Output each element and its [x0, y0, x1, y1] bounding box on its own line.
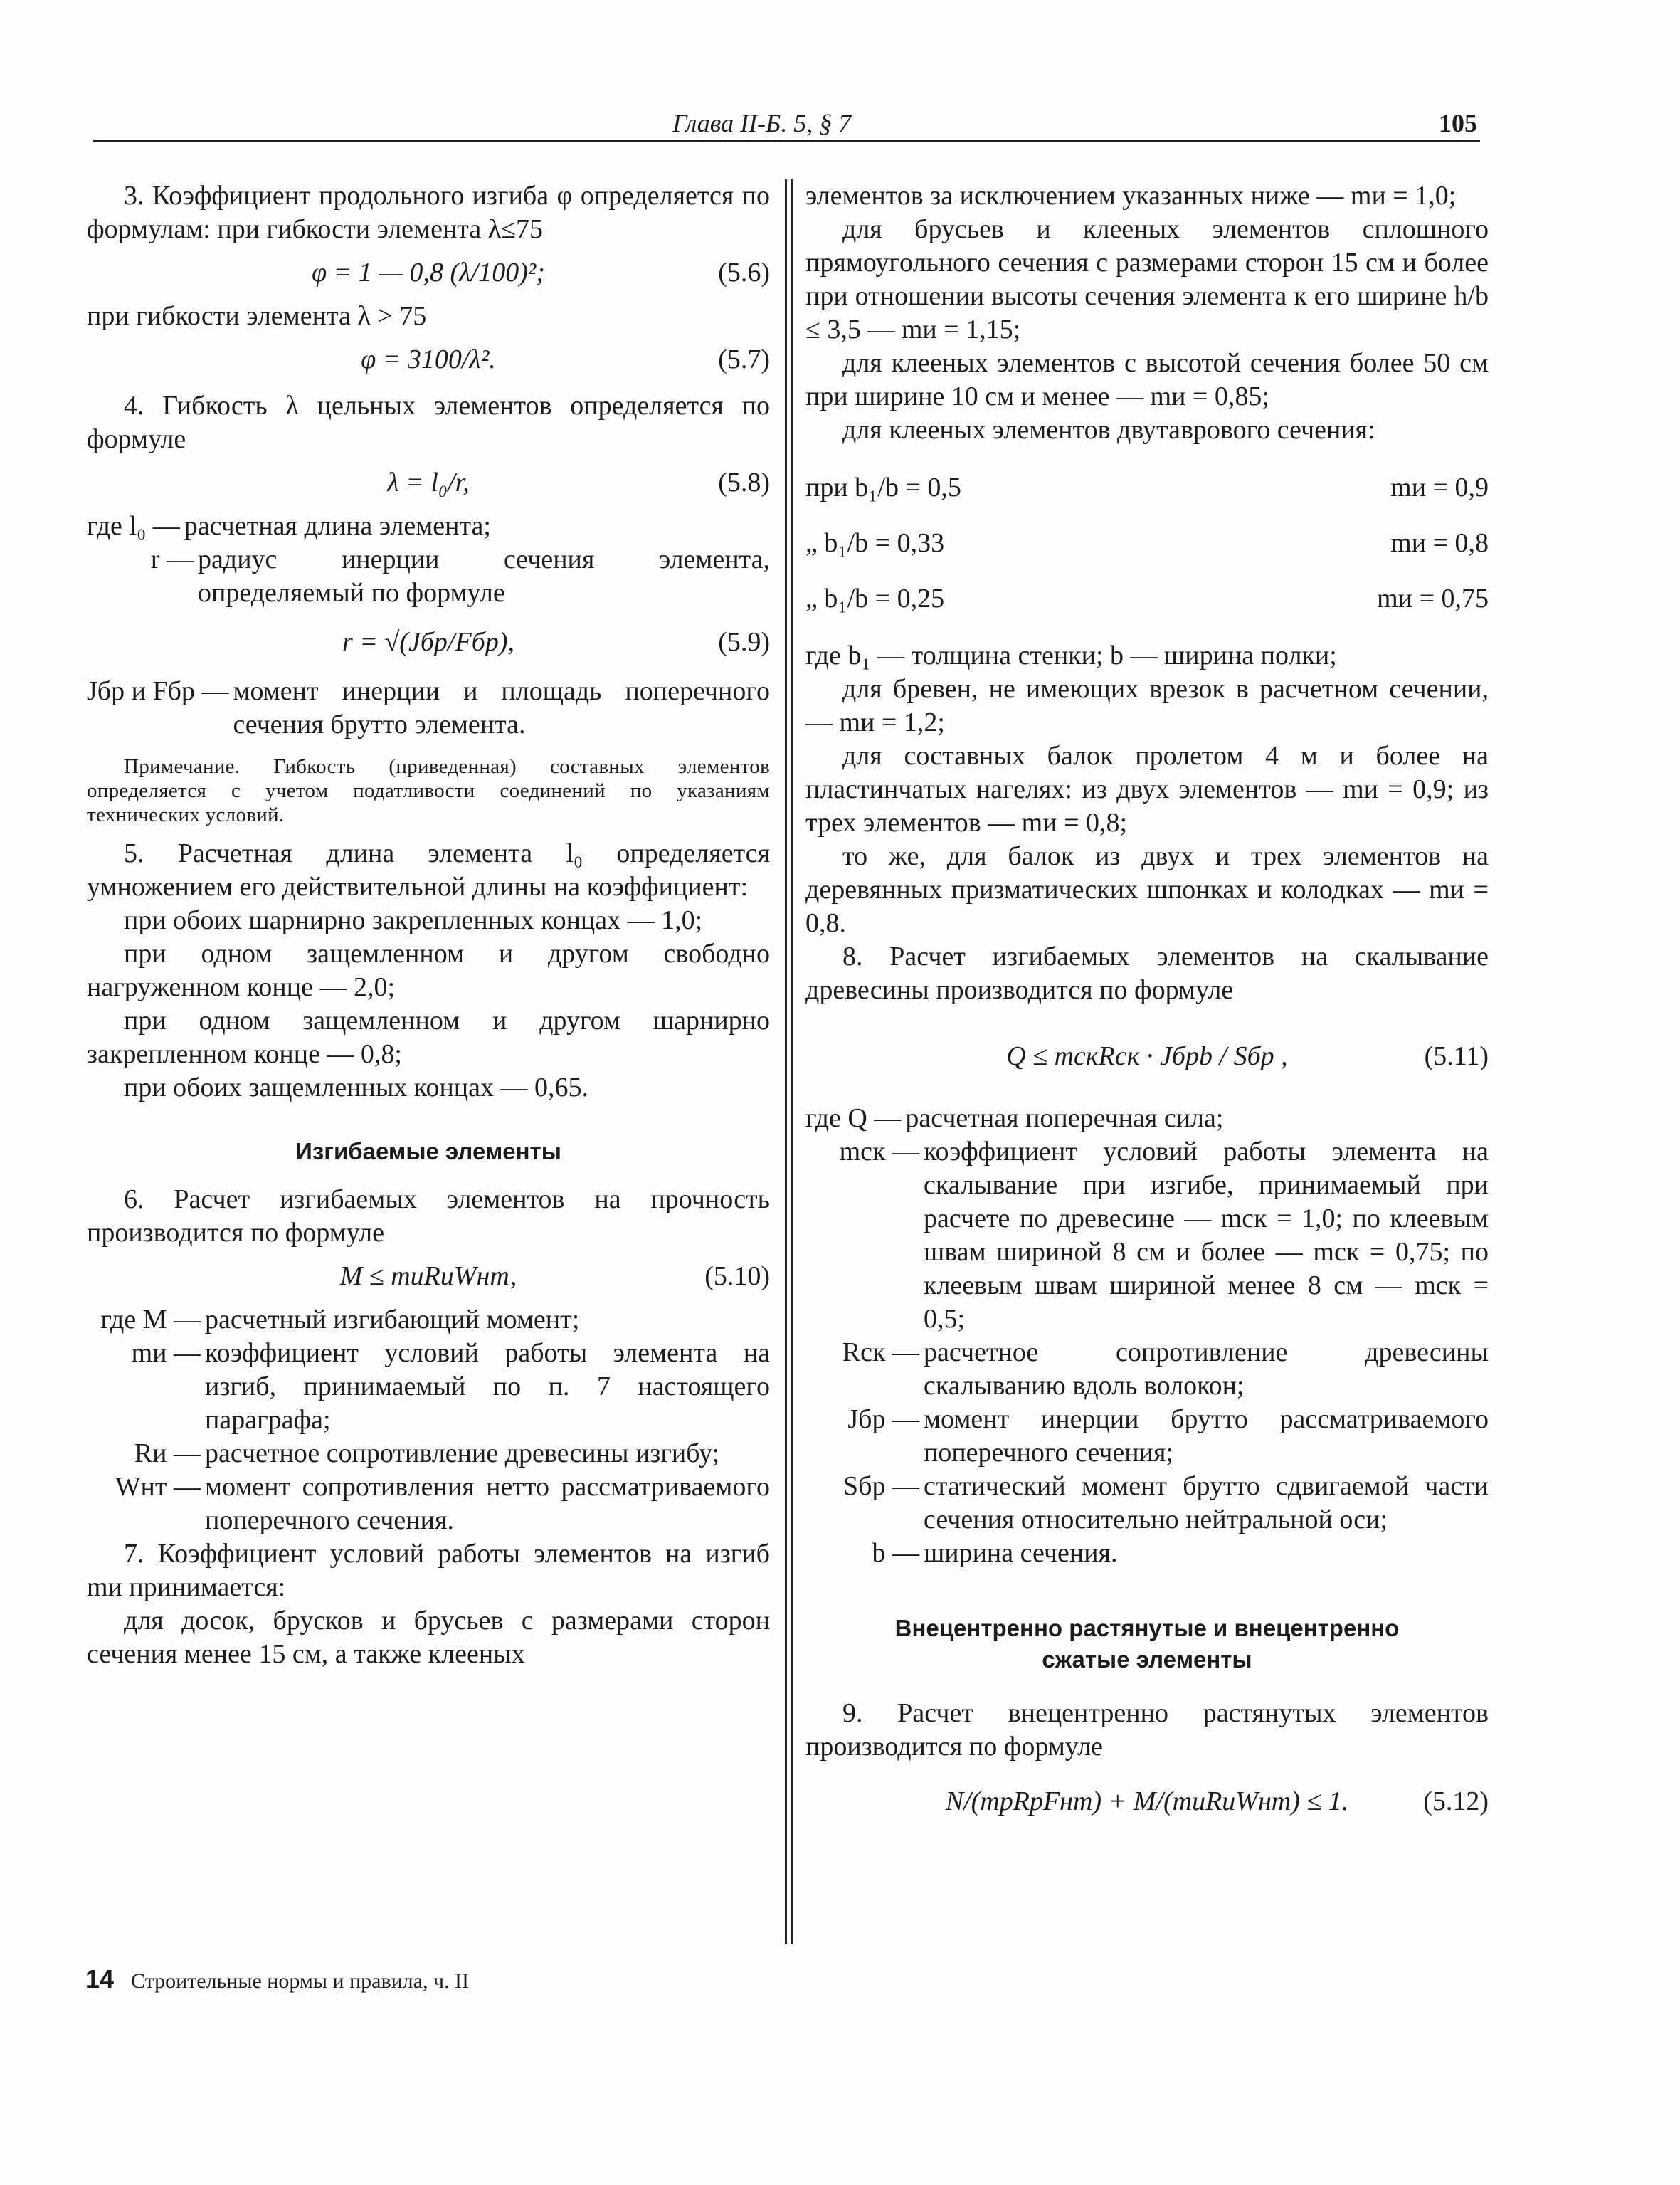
definition-term: r — — [150, 544, 194, 574]
footer-number: 14 — [85, 1964, 115, 1994]
list-item: для досок, брусков и брусьев с размерами сторон сечения менее 15 см, а также клееных — [87, 1606, 770, 1669]
paragraph: элементов за исключением указанных ниже — mи = 1,0; — [805, 181, 1457, 211]
definition-term: Rск — — [842, 1337, 919, 1367]
definition-term: Jбр и Fбр — — [87, 676, 229, 706]
equation-body: φ = 1 — 0,8 (λ/100)²; — [312, 258, 545, 288]
row-value: mи = 0,75 — [1377, 584, 1489, 614]
paragraph: для клееных элементов с высотой сечения более 50 см при ширине 10 см и менее — mи = 0,85; — [805, 348, 1489, 411]
row-value: mи = 0,9 — [1390, 473, 1489, 502]
paragraph-4: 4. Гибкость λ цельных элементов определяется по формуле — [87, 391, 770, 454]
row-condition: „ b₁/b = 0,33 — [805, 528, 945, 558]
section-heading: Внецентренно растянутые и внецентренно сжатые элементы — [894, 1615, 1400, 1673]
definition-term: где Q — — [805, 1103, 902, 1133]
running-header: Глава II-Б. 5, § 7 — [672, 109, 852, 137]
row-condition: при b₁/b = 0,5 — [805, 473, 961, 502]
equation-5-11 — [805, 1040, 1489, 1073]
definition-text: момент сопротивления нетто рассматриваемого поперечного сечения. — [205, 1472, 770, 1535]
definition — [87, 543, 770, 610]
paragraph-6: 6. Расчет изгибаемых элементов на прочность производится по формуле — [87, 1184, 770, 1248]
row-value: mи = 0,8 — [1390, 528, 1489, 558]
definition — [805, 1102, 1489, 1135]
definition-term: Rи — — [134, 1438, 201, 1468]
equation-number: (5.12) — [1423, 1786, 1489, 1816]
equation-5-12 — [805, 1785, 1489, 1818]
definition — [805, 1135, 1489, 1336]
paragraph: для составных балок пролетом 4 м и более на пластинчатых нагелях: из двух элементов — mи = 0,9; из трех элементов — mи = 0,8; — [805, 741, 1489, 838]
right-column — [805, 179, 1489, 1840]
column-rule — [785, 179, 787, 1944]
header-rule — [93, 140, 1480, 142]
equation-body: Q ≤ mскRск · Jбрb / Sбр , — [1006, 1041, 1288, 1071]
section-heading: Изгибаемые элементы — [295, 1138, 561, 1164]
definition-text: статический момент брутто сдвигаемой части сечения относительно нейтральной оси; — [924, 1471, 1489, 1534]
coefficient-row — [805, 460, 1489, 515]
page-footer — [85, 1964, 469, 1994]
definition — [87, 1437, 770, 1470]
footer-title: Строительные нормы и правила, ч. II — [131, 1969, 470, 1993]
definition-term: Sбр — — [843, 1471, 919, 1501]
equation-body: N/(mрRрFнт) + M/(mиRиWнт) ≤ 1. — [945, 1786, 1349, 1816]
definition-text: расчетная длина элемента; — [184, 511, 491, 541]
paragraph-5: 5. Расчетная длина элемента l₀ определяется умножением его действительной длины на коэффициент: — [87, 838, 770, 902]
equation-body: r = √(Jбр/Fбр), — [342, 627, 514, 657]
definition — [87, 1303, 770, 1337]
equation-number: (5.7) — [718, 344, 770, 374]
definition — [805, 1403, 1489, 1470]
definition-term: mи — — [131, 1338, 201, 1368]
paragraph: то же, для балок из двух и трех элементов на деревянных призматических шпонках и колодках — mи = 0,8. — [805, 841, 1489, 938]
equation-5-6 — [87, 256, 770, 290]
note: Примечание. Гибкость (приведенная) составных элементов определяется с учетом податливости соединений по указаниям технических условий. — [87, 755, 770, 826]
definition — [805, 1336, 1489, 1403]
definition — [87, 1470, 770, 1537]
page-number: 105 — [1439, 109, 1477, 137]
definition-text: ширина сечения. — [924, 1538, 1118, 1568]
equation-5-9 — [87, 626, 770, 659]
equation-number: (5.11) — [1424, 1041, 1489, 1071]
definition-text: радиус инерции сечения элемента, определяемый по формуле — [198, 544, 770, 608]
paragraph: при гибкости элемента λ > 75 — [87, 301, 427, 331]
equation-number: (5.9) — [718, 627, 770, 657]
paragraph: где b₁ — толщина стенки; b — ширина полки; — [805, 641, 1337, 670]
definition-text: расчетная поперечная сила; — [905, 1103, 1224, 1133]
definition-text: момент инерции брутто рассматриваемого поперечного сечения; — [924, 1404, 1489, 1468]
paragraph-3: 3. Коэффициент продольного изгиба φ определяется по формулам: при гибкости элемента λ≤75 — [87, 181, 770, 244]
equation-5-8 — [87, 466, 770, 500]
equation-number: (5.10) — [704, 1261, 770, 1291]
left-column — [87, 179, 770, 1671]
coefficient-row — [805, 515, 1489, 571]
paragraph-7: 7. Коэффициент условий работы элементов на изгиб mи принимается: — [87, 1539, 770, 1602]
equation-5-7 — [87, 343, 770, 377]
definition — [805, 1470, 1489, 1537]
paragraph: для клееных элементов двутаврового сечения: — [842, 415, 1375, 445]
definition-term: Jбр — — [847, 1404, 919, 1434]
definition-text: момент инерции и площадь поперечного сечения брутто элемента. — [233, 676, 770, 739]
definition-term: mск — — [839, 1137, 919, 1167]
definition-term: где l₀ — — [87, 511, 180, 541]
equation-body: M ≤ mиRиWнт, — [339, 1261, 517, 1291]
equation-number: (5.8) — [718, 468, 770, 497]
definition-term: где M — — [100, 1305, 201, 1334]
definition — [87, 675, 770, 742]
definition-text: коэффициент условий работы элемента на изгиб, принимаемый по п. 7 настоящего параграфа; — [205, 1338, 770, 1435]
column-rule — [791, 179, 793, 1944]
equation-body: φ = 3100/λ². — [361, 344, 496, 374]
row-condition: „ b₁/b = 0,25 — [805, 584, 945, 614]
definition — [805, 1537, 1489, 1570]
list-item: при одном защемленном и другом шарнирно закрепленном конце — 0,8; — [87, 1006, 770, 1069]
equation-body: λ = l₀/r, — [387, 468, 470, 497]
coefficient-row — [805, 571, 1489, 626]
definition-text: расчетное сопротивление древесины изгибу; — [205, 1438, 720, 1468]
equation-5-10 — [87, 1260, 770, 1293]
equation-number: (5.6) — [718, 258, 770, 288]
paragraph: для брусьев и клееных элементов сплошного прямоугольного сечения с размерами сторон 15 см и более при отношении высоты сечения элемента к его ширине h/b ≤ 3,5 — mи = 1,15; — [805, 214, 1489, 344]
definition-term: b — — [872, 1538, 919, 1568]
definition — [87, 1337, 770, 1437]
definition-text: расчетное сопротивление древесины скалыванию вдоль волокон; — [924, 1337, 1489, 1401]
list-item: при одном защемленном и другом свободно нагруженном конце — 2,0; — [87, 939, 770, 1002]
definition — [87, 510, 770, 543]
paragraph: для бревен, не имеющих врезок в расчетном сечении, — mи = 1,2; — [805, 674, 1489, 737]
list-item: при обоих защемленных концах — 0,65. — [124, 1073, 588, 1102]
definition-term: Wнт — — [115, 1472, 201, 1502]
paragraph-9: 9. Расчет внецентренно растянутых элементов производится по формуле — [805, 1698, 1489, 1762]
list-item: при обоих шарнирно закрепленных концах — 1,0; — [124, 905, 703, 935]
paragraph-8: 8. Расчет изгибаемых элементов на скалывание древесины производится по формуле — [805, 942, 1489, 1005]
definition-text: расчетный изгибающий момент; — [205, 1305, 580, 1334]
definition-text: коэффициент условий работы элемента на скалывание при изгибе, принимаемый при расчете по древесине — mск = 1,0; по клеевым швам шириной 8 см и более — mск = 0,75; по клеевым швам шириной менее 8 см — mск = 0,5; — [924, 1137, 1489, 1334]
